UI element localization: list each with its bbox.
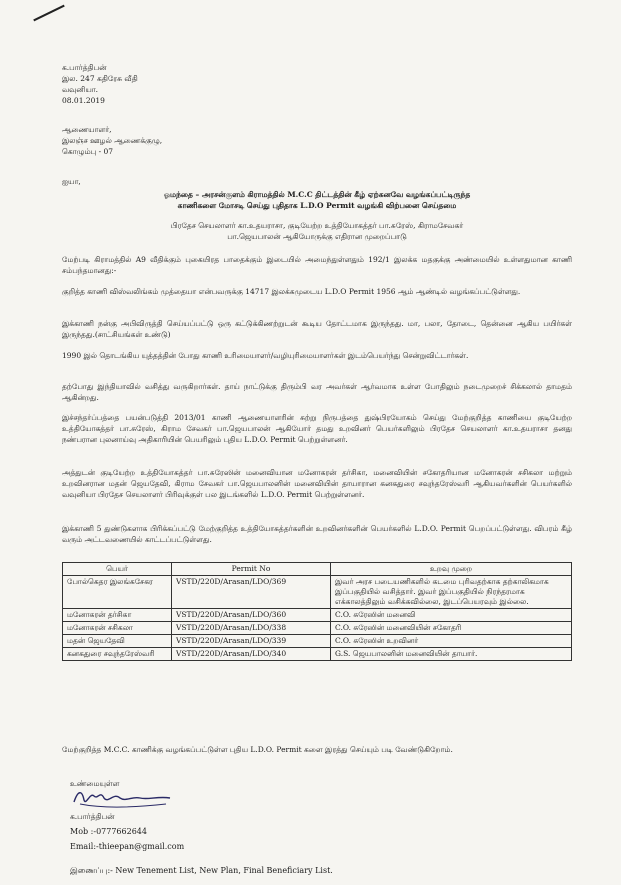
cell-permit: VSTD/220D/Arasan/LDO/360 — [172, 609, 331, 622]
col-header-relation: உறவு முறை — [331, 563, 572, 576]
signature-image — [70, 786, 180, 810]
signoff-email: Email:-thieepan@gmail.com — [70, 842, 185, 851]
cell-permit: VSTD/220D/Arasan/LDO/338 — [172, 622, 331, 635]
cell-name: மதன் ஜெயதேவி — [63, 635, 172, 648]
subject-heading — [62, 189, 572, 211]
cell-permit: VSTD/220D/Arasan/LDO/369 — [172, 576, 331, 609]
recipient-line-3: கொழும்பு - 07 — [62, 147, 114, 156]
table-row — [63, 648, 572, 661]
cell-name: கனகதுரை சவுந்தரேஸ்வரி — [63, 648, 172, 661]
paragraph-4: 1990 இல் தொடங்கிய யுத்தத்தின் போது காணி உரிமையாளர்/வழியுரிமையாளர்கள் இடம்பெயர்ந்து சென்றுவிட்டார்கள். — [62, 351, 469, 360]
cell-permit: VSTD/220D/Arasan/LDO/339 — [172, 635, 331, 648]
recipient-line-1: ஆணையாளர், — [62, 125, 112, 134]
subject-line-1: ஓமந்தை – அரசன்குளம் கிராமத்தில் M.C.C திட்டத்தின் கீழ் ஏற்கனவே வழங்கப்பட்டிருந்த — [163, 190, 471, 199]
sender-address-2: வவுனியா. — [62, 85, 99, 94]
signoff-yours: உண்மையுள்ள — [70, 779, 120, 788]
table-row — [63, 609, 572, 622]
subject-line-4: பா.ஜெயபாலன் ஆகியோருக்கு எதிரான முறைப்பாடு — [227, 232, 407, 241]
signoff-name: க.பார்த்திபன் — [70, 812, 115, 821]
table-row — [63, 622, 572, 635]
cell-name: போல்கெதர இலங்கசேகர — [63, 576, 172, 609]
cell-permit: VSTD/220D/Arasan/LDO/340 — [172, 648, 331, 661]
paragraph-8: இக்காணி 5 துண்டுகளாக பிரிக்கப்பட்டு மேற்குறித்த உத்தியோகத்தர்களின் உறவினர்களின் பெயர்களில் L.D.O. Permit பெறப்பட்டுள்ளது. விபரம் கீழ் வரும் அட்டவணையில் காட்டப்பட்டுள்ளது. — [62, 524, 572, 544]
cell-relation: C.O. சுரேஸின் மனைவி — [331, 609, 572, 622]
sender-block — [62, 62, 138, 106]
pen-mark — [33, 5, 64, 22]
cell-name: மனோகரன் தர்சிகா — [63, 609, 172, 622]
recipient-block — [62, 124, 162, 157]
subject-line-3: பிரதேச செயலாளர் கா.உதயராசா, குடியேற்ற உத்தியோகத்தர் பா.சுரேஸ், கிராமசேவகர் — [170, 221, 464, 230]
subject-line-2: காணிகளை மோசடி செய்து புதிதாக L.D.O Permit வழங்கி விற்பனை செய்தமை — [177, 201, 457, 210]
paragraph-6: இச்சந்தர்ப்பத்தை பயன்படுத்தி 2013/01 காணி ஆணையாளரின் சுற்று நிருபத்தை துஷ்பிரயோகம் செய்து மேற்குறித்த காணியை குடியேற்ற உத்தியோகத்தர் பா.சுரேஸ், கிராம சேவகர் பா.ஜெயபாலன் ஆகியோர் தமது உறவினர் பெயர்களிலும் பிரதேச செயலாளர் கா.உதயராசா தனது நண்பரான புலனாய்வு அதிகாரியின் பெயரிலும் புதிய L.D.O. Permit பெற்றுள்ளனர். — [62, 413, 572, 444]
paragraph-2: குறித்த காணி விஸ்வலிங்கம் முத்தையா என்பவருக்கு 14717 இலக்கமுடைய L.D.O Permit 1956 ஆம் ஆண்டில் வழங்கப்பட்டுள்ளது. — [62, 287, 521, 296]
subject-subheading — [62, 220, 572, 242]
paragraph-1: மேற்படி கிராமத்தில் A9 வீதிக்கும் புகையிரத பாதைக்கும் இடையில் அமைந்துள்ளதும் 192/1 இலக்க மதகுக்கு அண்மையில் உள்ளதுமான காணி சம்பந்தமானது:- — [62, 255, 572, 275]
table-row — [63, 635, 572, 648]
recipient-line-2: இலஞ்ச ஊழல் ஆணைக்குழு, — [62, 136, 163, 145]
cell-relation: G.S. ஜெயபாலனின் மனைவியின் தாயார். — [331, 648, 572, 661]
table-row — [63, 576, 572, 609]
salutation: ஐயா, — [62, 177, 81, 186]
closing-paragraph: மேற்குறித்த M.C.C. காணிக்கு வழங்கப்பட்டுள்ள புதிய L.D.O. Permit களை இரத்து செய்யும் படி வேண்டுகிறோம். — [62, 745, 453, 754]
sender-address-1: இல. 247 கதிரேசு வீதி — [62, 74, 138, 83]
signoff-mob: Mob :-0777662644 — [70, 827, 147, 836]
cell-relation: C.O. சுரேஸின் உறவினர் — [331, 635, 572, 648]
letter-date: 08.01.2019 — [62, 96, 105, 105]
sender-name: க.பார்த்திபன் — [62, 63, 107, 72]
cell-relation: C.O. சுரேஸின் மனைவியின் சகோதரி — [331, 622, 572, 635]
cell-name: மனோகரன் சசிகலா — [63, 622, 172, 635]
table-header-row — [63, 563, 572, 576]
paragraph-7: அத்துடன் குடியேற்ற உத்தியோகத்தர் பா.சுரேஸின் மனைவியான மனோகரன் தர்சிகா, மனைவியின் சகோதரியான மனோகரன் சசிகலா மற்றும் உறவினரான மதன் ஜெயதேவி, கிராம சேவகர் பா.ஜெயபாலனின் மனைவியின் தாயாரான கனகதுரை சவுந்தரேஸ்வரி ஆகியவர்களின் பெயர்களில் வவுனியா பிரதேச செயலாளர் பிரிவுக்குள் பல இடங்களில் L.D.O. Permit பெற்றுள்ளனர். — [62, 468, 572, 499]
paragraph-3: இக்காணி நன்கு அபிவிருத்தி செய்யப்பட்டு ஒரு கட்டுக்கிணற்றுடன் கூடிய தோட்டமாக இருந்தது. மா, பலா, தோடை, தென்னை ஆகிய பயிர்கள் இருந்தது.(சாட்சியங்கள் உண்டு) — [62, 319, 572, 339]
col-header-permit: Permit No — [172, 563, 331, 576]
paragraph-5: தற்போது இந்தியாவில் வசித்து வருகிறார்கள். தாய் நாட்டுக்கு திரும்பி வர அவர்கள் ஆர்வமாக உள்ள போதிலும் நடைமுறைச் சிக்கலால் தாமதம் ஆகின்றது. — [62, 382, 572, 402]
permit-table — [62, 562, 572, 661]
enclosure-line: இணைப்பு:- New Tenement List, New Plan, Final Beneficiary List. — [70, 866, 333, 875]
cell-relation: இவர் அரச படையணிகளில் கடமை புரிவதற்காக தற்காலிகமாக இப்பகுதியில் வசித்தார். இவர் இப்பகுதியில் நிரந்தரமாக எக்காலத்திலும் வசிக்கவில்லை, இடப்பெயரவும் இல்லை. — [331, 576, 572, 609]
col-header-name: பெயர் — [63, 563, 172, 576]
